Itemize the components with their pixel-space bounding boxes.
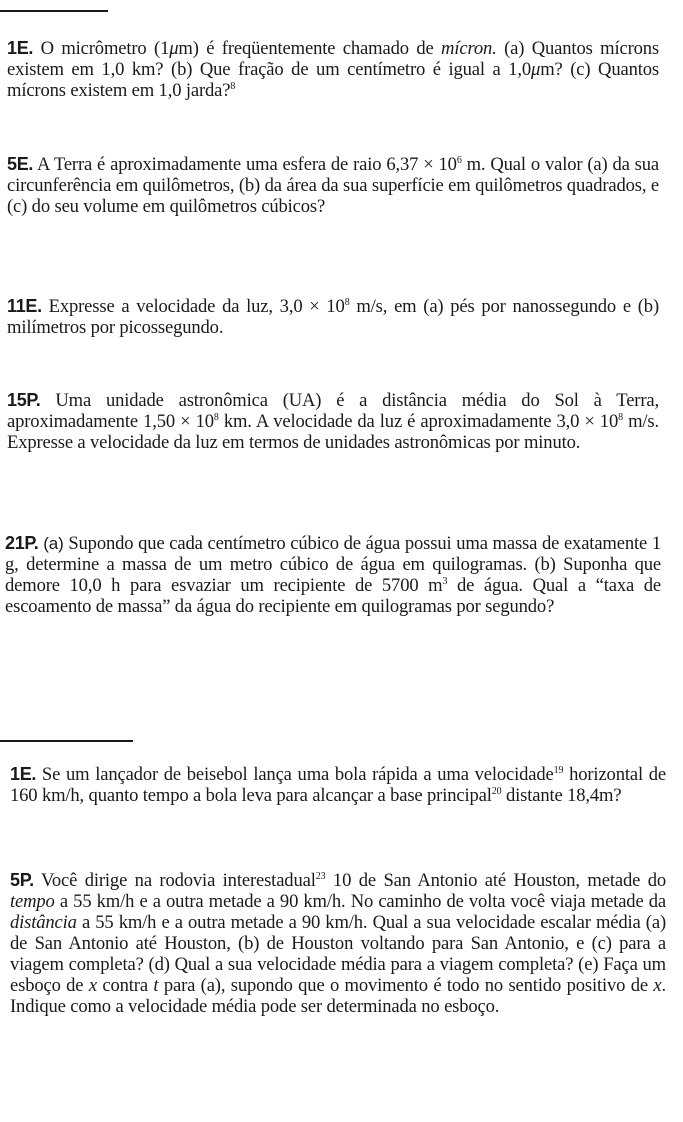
problem-text: a 55 km/h e a outra metade a 90 km/h. Qual a sua velocidade escalar média (a) de San Antonio até Houston, (b) de Houston voltando para San Antonio, e (c) para a viagem completa? (d) Qual a sua velocidade média para a viagem completa? (e) Faça um esboço de [10, 912, 666, 996]
emphasis-term: tempo [10, 891, 55, 912]
variable-x: x [653, 975, 662, 996]
problem-b-5p [10, 870, 666, 1017]
problem-number: 15P. [7, 390, 41, 410]
problem-text: de água. Qual a “taxa de escoamento de massa” da água do recipiente em quilogramas por segundo? [5, 575, 661, 617]
problem-text: Você dirige na rodovia interestadual [40, 870, 316, 891]
exponent: 8 [618, 412, 623, 423]
problem-1e [7, 38, 659, 101]
problem-text: m/s. Expresse a velocidade da luz em termos de unidades astronômicas por minuto. [7, 411, 659, 453]
emphasis-term: mícron. [441, 38, 497, 59]
problem-number: 1E. [7, 38, 34, 58]
exponent: 3 [442, 576, 448, 587]
problem-text: a 55 km/h e a outra metade a 90 km/h. No caminho de volta você viaja metade da [54, 891, 666, 912]
variable-t: t [153, 975, 159, 996]
problem-text: m) é freqüentemente chamado de [178, 38, 442, 59]
problem-11e [7, 296, 659, 338]
problem-b-1e [10, 764, 666, 806]
problem-text: . Indique como a velocidade média pode ser determinada no esboço. [10, 975, 666, 1017]
footnote-ref: 23 [315, 871, 326, 882]
problem-text: Uma unidade astronômica (UA) é a distância média do Sol à Terra, aproximadamente 1,50 × 10 [7, 390, 659, 432]
footnote-ref: 8 [230, 81, 236, 92]
variable-x: x [88, 975, 97, 996]
problem-text: m/s, em (a) pés por nanossegundo e (b) milímetros por picossegundo. [7, 296, 659, 338]
problem-text: 10 de San Antonio até Houston, metade do [325, 870, 667, 891]
problem-text: O micrômetro (1 [40, 38, 170, 59]
problem-text: horizontal de 160 km/h, quanto tempo a bola leva para alcançar a base principal [10, 764, 666, 806]
exponent: 6 [456, 155, 462, 166]
problem-number: 5E. [7, 154, 34, 174]
footnote-ref: 20 [491, 786, 502, 797]
problem-text: distante 18,4m? [501, 785, 622, 806]
problem-5e [7, 154, 659, 217]
problem-number: 1E. [10, 764, 37, 784]
section-divider-top [0, 10, 108, 12]
problem-number: 21P. [5, 533, 39, 553]
footnote-ref: 19 [553, 765, 564, 776]
problem-text: A Terra é aproximadamente uma esfera de raio 6,37 × 10 [37, 154, 457, 175]
section-divider-middle [0, 740, 133, 742]
emphasis-term: distância [10, 912, 77, 933]
mu-symbol: μ [169, 38, 179, 59]
exponent: 8 [213, 412, 219, 423]
mu-symbol: μ [531, 59, 541, 80]
problem-text: Se um lançador de beisebol lança uma bola rápida a uma velocidade [41, 764, 554, 785]
problem-text: m? (c) Quantos mícrons existem em 1,0 jarda? [7, 59, 659, 101]
problem-text: m. Qual o valor (a) da sua circunferência em quilômetros, (b) da área da sua superfície em quilômetros quadrados, e (c) do seu volume em quilômetros cúbicos? [7, 154, 659, 217]
problem-21p [5, 533, 661, 617]
problem-text: Supondo que cada centímetro cúbico de água possui uma massa de exatamente 1 g, determine a massa de um metro cúbico de água em quilogramas. (b) Suponha que demore 10,0 h para esvaziar um recipiente de 5700 m [5, 533, 661, 596]
problem-number: 11E. [7, 296, 42, 316]
exponent: 8 [344, 297, 350, 308]
problem-text: (a) Quantos mícrons existem em 1,0 km? (b) Que fração de um centímetro é igual a 1,0 [7, 38, 659, 80]
problem-text: Expresse a velocidade da luz, 3,0 × 10 [48, 296, 345, 317]
problem-text: para (a), supondo que o movimento é todo no sentido positivo de [158, 975, 654, 996]
problem-text: km. A velocidade da luz é aproximadamente 3,0 × 10 [218, 411, 619, 432]
problem-number: 5P. [10, 870, 34, 890]
problem-15p [7, 390, 659, 453]
part-label: (a) [43, 534, 64, 553]
problem-text: contra [96, 975, 154, 996]
